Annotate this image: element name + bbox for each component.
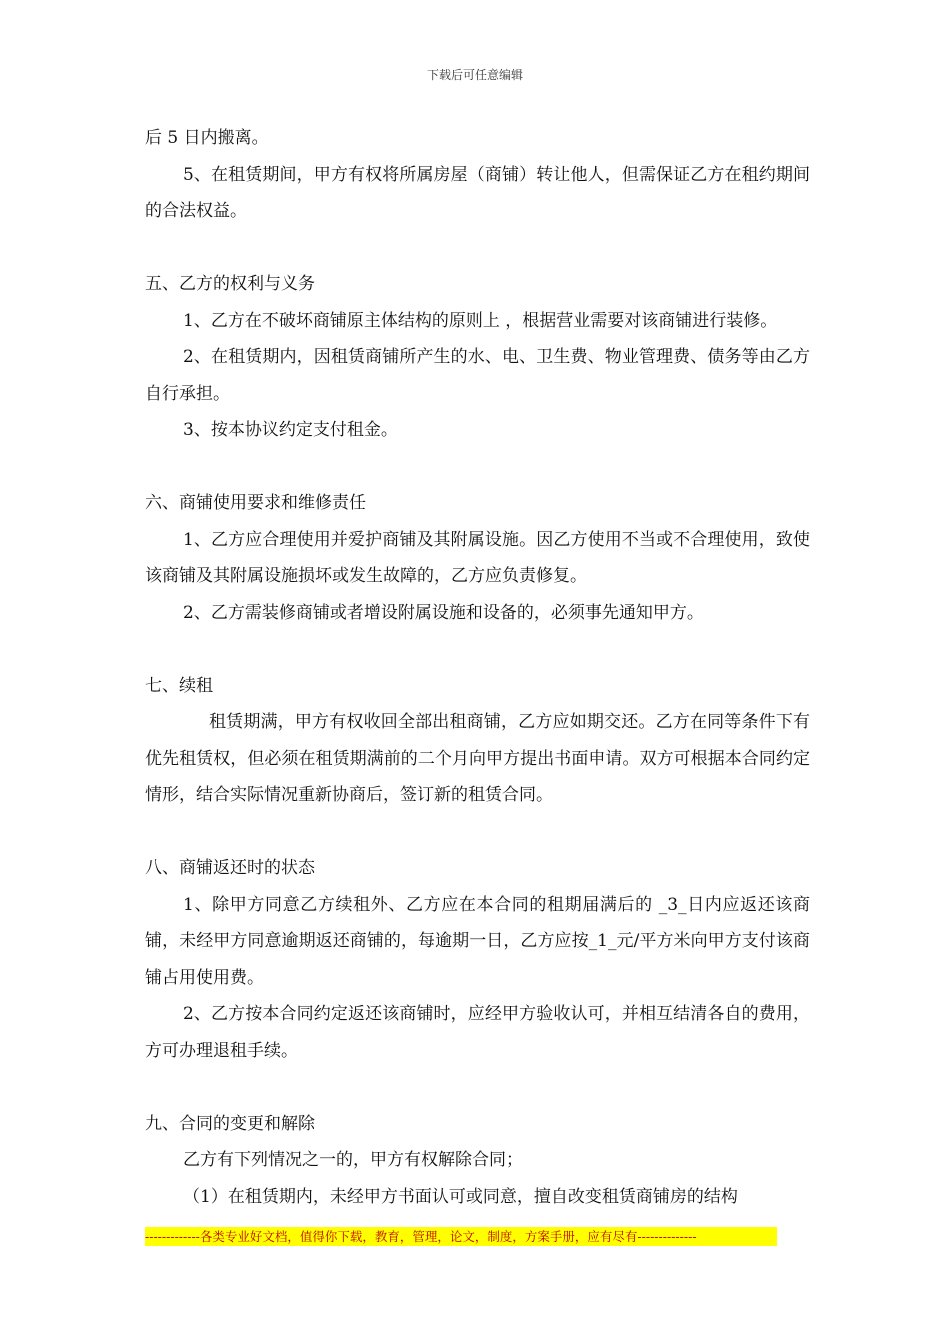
section-title: 六、商铺使用要求和维修责任 <box>145 493 366 513</box>
paragraph: 2、乙方需装修商铺或者增设附属设施和设备的，必须事先通知甲方。 <box>183 602 704 623</box>
section-title: 九、合同的变更和解除 <box>145 1113 315 1134</box>
paragraph: 2、乙方按本合同约定返还该商铺时，应经甲方验收认可，并相互结清各自的费用，方可办理退租手续。 <box>145 1004 810 1061</box>
section-title: 五、乙方的权利与义务 <box>145 274 315 294</box>
paragraph: 2、在租赁期内，因租赁商铺所产生的水、电、卫生费、物业管理费、债务等由乙方自行承担。 <box>145 347 810 404</box>
paragraph: 1、除甲方同意乙方续租外、乙方应在本合同的租期届满后的 _3_日内应返还该商铺，未经甲方同意逾期返还商铺的，每逾期一日，乙方应按_1_元/平方米向甲方支付该商铺占用使用费。 <box>145 894 810 988</box>
paragraph: 后 5 日内搬离。 <box>145 128 269 148</box>
paragraph: 3、按本协议约定支付租金。 <box>183 420 398 440</box>
section-title: 七、续租 <box>145 675 213 696</box>
paragraph: （1）在租赁期内，未经甲方书面认可或同意，擅自改变租赁商铺房的结构 <box>183 1186 738 1207</box>
paragraph: 5、在租赁期间，甲方有权将所属房屋（商铺）转让他人，但需保证乙方在租约期间的合法权益。 <box>145 164 810 221</box>
spacer <box>145 230 810 267</box>
spacer <box>145 814 810 851</box>
paragraph: 乙方有下列情况之一的，甲方有权解除合同； <box>183 1150 523 1170</box>
spacer <box>145 449 810 486</box>
page-footer-banner: -------------各类专业好文档，值得你下载，教育，管理，论文，制度，方案手册，应有尽有-------------- <box>145 1227 777 1246</box>
paragraph: 租赁期满，甲方有权收回全部出租商铺，乙方应如期交还。乙方在同等条件下有优先租赁权，但必须在租赁期满前的二个月向甲方提出书面申请。双方可根据本合同约定情形，结合实际情况重新协商后，签订新的租赁合同。 <box>145 712 810 805</box>
spacer <box>145 1069 810 1106</box>
section-title: 八、商铺返还时的状态 <box>145 858 315 878</box>
page-header: 下载后可任意编辑 <box>426 68 523 82</box>
paragraph: 1、乙方应合理使用并爱护商铺及其附属设施。因乙方使用不当或不合理使用，致使该商铺及其附属设施损坏或发生故障的，乙方应负责修复。 <box>145 529 810 586</box>
spacer <box>145 631 810 668</box>
paragraph: 1、乙方在不破坏商铺原主体结构的原则上 ，根据营业需要对该商铺进行装修。 <box>183 310 778 331</box>
document-body <box>145 120 810 1215</box>
